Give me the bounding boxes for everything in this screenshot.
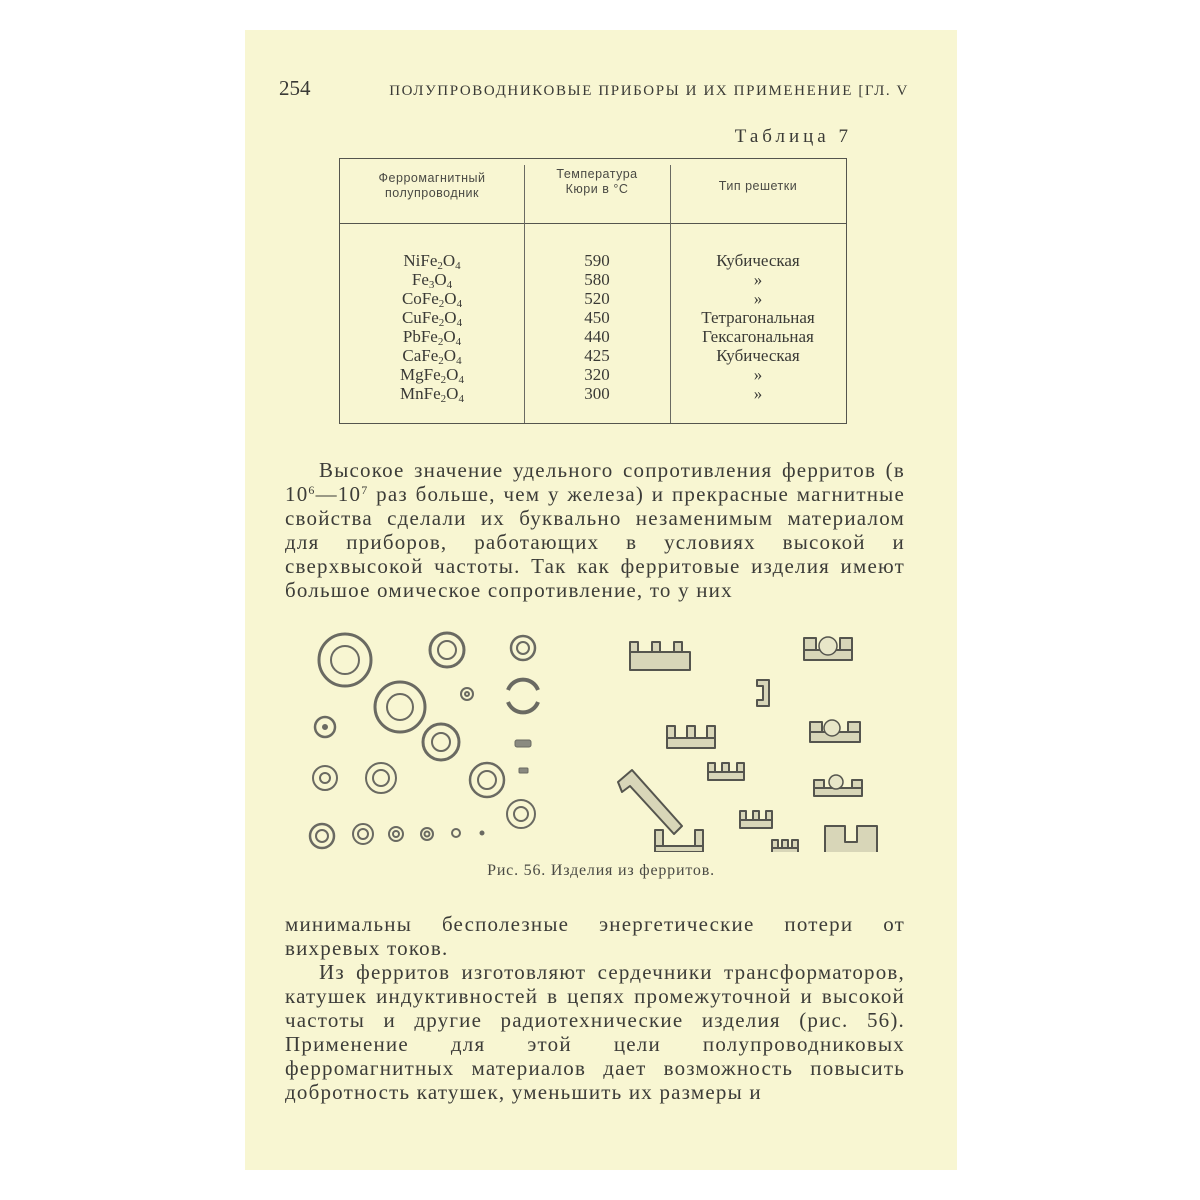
ferrite-half-ring bbox=[508, 680, 538, 690]
paragraph-resistivity: Высокое значение удельного сопротивления ферритов (в $10^6—10^7$ раз больше, чем у железа) и прекрасные магнитные свойства сделали их буквально незаменимым материалом для приборов, работающих в условиях высокой и сверхвысокой частоты. Так как ферритовые изделия имеют большое омическое сопротивление, то у них bbox=[285, 458, 905, 602]
header-curie-temp: Температура Кюри в °C bbox=[556, 167, 638, 196]
ferrite-pot-core bbox=[824, 720, 840, 736]
ferrite-l-core bbox=[618, 770, 682, 834]
ferrite-pot-core bbox=[829, 775, 843, 789]
running-title: ПОЛУПРОВОДНИКОВЫЕ ПРИБОРЫ И ИХ ПРИМЕНЕНИЕ [ГЛ. V bbox=[389, 83, 909, 99]
formula-cell: $NiFe_2O_4$ bbox=[403, 251, 461, 272]
ferrite-products-figure bbox=[300, 622, 900, 852]
formula-cell: $MgFe_2O_4$ bbox=[400, 365, 464, 386]
ferrite-segment bbox=[519, 768, 528, 773]
page-header bbox=[279, 76, 909, 101]
curie-temperature-cell: 300 bbox=[584, 384, 610, 403]
lattice-type-cell: Тетрагональная bbox=[701, 308, 815, 327]
ferrite-e-core bbox=[772, 840, 798, 852]
ferrite-ring bbox=[507, 800, 535, 828]
curie-temperature-cell: 425 bbox=[584, 346, 610, 365]
ferrite-disc bbox=[315, 717, 335, 737]
ferrite-e-core bbox=[740, 811, 772, 828]
ferrite-e-core bbox=[630, 642, 690, 670]
ferrite-ring bbox=[423, 724, 459, 760]
figure-caption: Рис. 56. Изделия из ферритов. bbox=[487, 862, 715, 879]
formula-cell: $CuFe_2O_4$ bbox=[401, 308, 463, 329]
column-formula bbox=[340, 251, 524, 403]
book-page bbox=[245, 30, 957, 1170]
ferrite-ring bbox=[310, 824, 334, 848]
lattice-type-cell: Кубическая bbox=[716, 346, 800, 365]
ferrite-ring bbox=[511, 636, 535, 660]
ferrite-ring-large bbox=[319, 634, 371, 686]
formula-cell: $CaFe_2O_4$ bbox=[402, 346, 462, 367]
formula-cell: $CoFe_2O_4$ bbox=[401, 289, 463, 310]
formula-cell: $PbFe_2O_4$ bbox=[402, 327, 462, 348]
lattice-type-cell: » bbox=[753, 289, 763, 308]
column-lattice bbox=[670, 251, 846, 403]
lattice-type-cell: » bbox=[753, 270, 763, 289]
ferrite-e-core bbox=[708, 763, 744, 780]
ferrite-pot-core bbox=[819, 637, 837, 655]
paragraph-eddy-currents: минимальны бесполезные энергетические потери от вихревых токов. Из ферритов изготовляют сердечники трансформаторов, катушек индуктивностей в цепях промежуточной и высокой частоты и другие радиотехнические изделия (рис. 56). Применение для этой цели полупроводниковых ферромагнитных материалов дает возможность повысить добротность катушек, уменьшить их размеры и bbox=[285, 912, 905, 1104]
lattice-type-cell: » bbox=[753, 384, 763, 403]
ferrite-ring bbox=[313, 766, 337, 790]
ferrite-small-core bbox=[757, 680, 769, 706]
curie-temperature-cell: 520 bbox=[584, 289, 610, 308]
table-caption: Таблица 7 bbox=[734, 126, 852, 147]
column-temperature bbox=[524, 251, 670, 403]
curie-temperature-cell: 580 bbox=[584, 270, 610, 289]
curie-temperature-cell: 320 bbox=[584, 365, 610, 384]
ferrite-e-core bbox=[667, 726, 715, 748]
ferrite-ring bbox=[421, 828, 433, 840]
ferrite-u-core-large bbox=[825, 826, 877, 852]
ferrite-ring bbox=[353, 824, 373, 844]
page-number: 254 bbox=[279, 76, 311, 100]
lattice-type-cell: Кубическая bbox=[716, 251, 800, 270]
lattice-type-cell: Гексагональная bbox=[702, 327, 814, 346]
ferrite-table bbox=[339, 158, 847, 424]
ferrite-bead bbox=[481, 832, 484, 835]
ferrite-ring bbox=[430, 633, 464, 667]
table-header-divider bbox=[340, 223, 846, 224]
header-semiconductor: Ферромагнитный полупроводник bbox=[378, 171, 486, 200]
formula-cell: $Fe_3O_4$ bbox=[411, 270, 453, 291]
curie-temperature-cell: 450 bbox=[584, 308, 610, 327]
ferrite-ring-small bbox=[461, 688, 473, 700]
header-lattice: Тип решетки bbox=[718, 179, 798, 193]
ferrite-u-core bbox=[655, 830, 703, 852]
lattice-type-cell: » bbox=[753, 365, 763, 384]
formula-cell: $MnFe_2O_4$ bbox=[400, 384, 464, 405]
ferrite-ring bbox=[375, 682, 425, 732]
ferrite-ring bbox=[389, 827, 403, 841]
curie-temperature-cell: 590 bbox=[584, 251, 610, 270]
ferrite-segment bbox=[515, 740, 531, 747]
ferrite-ring bbox=[366, 763, 396, 793]
ferrite-ring bbox=[470, 763, 504, 797]
curie-temperature-cell: 440 bbox=[584, 327, 610, 346]
ferrite-ring bbox=[452, 829, 460, 837]
ferrite-half-ring bbox=[508, 702, 538, 712]
